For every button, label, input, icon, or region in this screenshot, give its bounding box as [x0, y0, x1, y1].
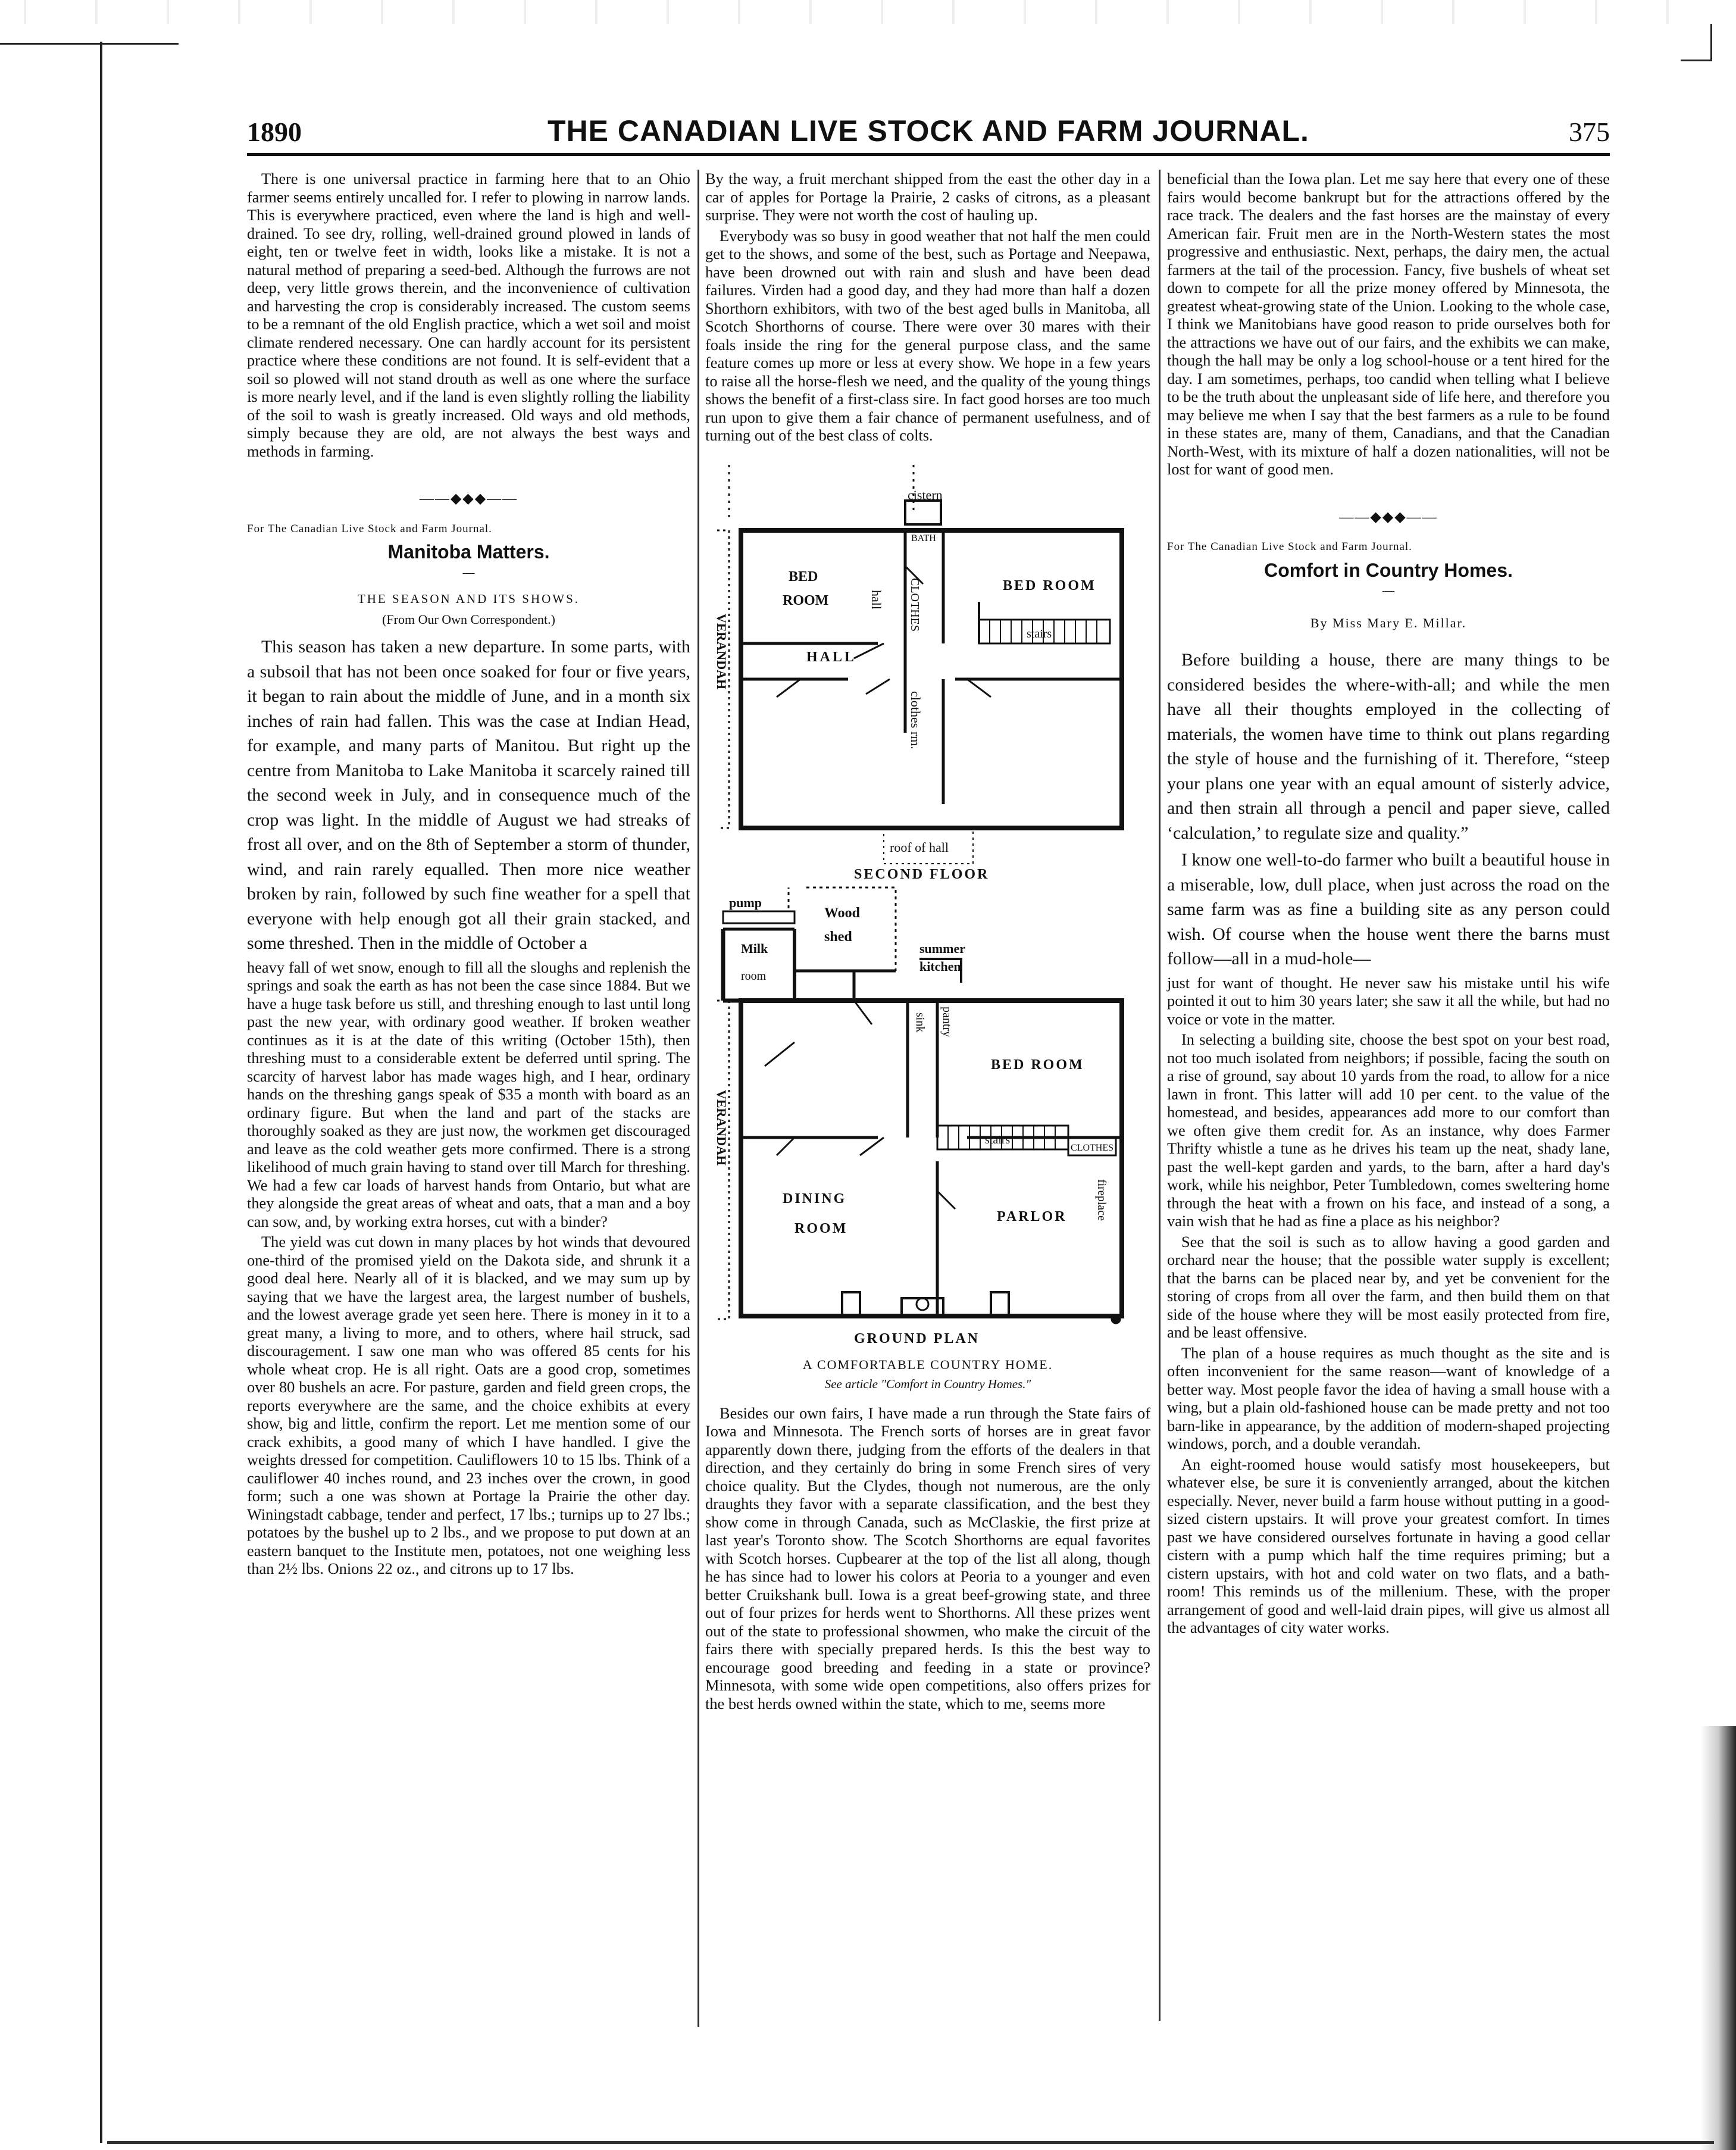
- plan-label: CLOTHES: [908, 577, 921, 632]
- plan-label: GROUND PLAN: [854, 1330, 980, 1346]
- plan-label: clothes rm.: [908, 690, 923, 749]
- paragraph: The yield was cut down in many places by hot winds that devoured one-third of the promised yield on the Dakota side, and shrunk it a good deal here. Nearly all of it is blacked, and we may sum up by saying that we have the largest area, the largest number of bushels, and the lowest average grade yet seen here. There is money in it to a great many, a living to more, and to others, where hail struck, sad discouragement. I saw one man who was offered 85 cents for his whole wheat crop. He is all right. Oats are a good crop, sometimes over 80 bushels an acre. For pasture, garden and field green crops, the reports everywhere are the same, and the choice exhibits at every show, big and little, confirm the report. Let me mention some of our crack exhibits, a good many of which I have handled. I give the weights dressed for competition. Cauliflowers 10 to 15 lbs. Think of a cauliflower 40 inches round, and 23 inches over the crown, in good form; such a one was shown at Portage la Prairie the other day. Winingstadt cabbage, tender and perfect, 17 lbs.; turnips up to 27 lbs.; potatoes by the bushel up to 2 lbs., and we propose to put down at an eastern banquet to the Institute men, potatoes, not one weighing less than 2½ lbs. Onions 22 oz., and citrons up to 17 lbs.: [247, 1233, 690, 1577]
- paragraph: There is one universal practice in farming here that to an Ohio farmer seems entirely uncalled for. I refer to plowing in narrow lands. This is everywhere practiced, even where the land is high and well-drained. To see dry, rolling, well-drained ground plowed in lands of eight, ten or twelve feet in width, looks like a mistake. It is not a natural method of preparing a seed-bed. Although the furrows are not deep, very little grows therein, and the inconvenience of cultivation and harvesting the crop is considerably increased. The custom seems to be a remnant of the old English practice, which a wet soil and moist climate rendered necessary. One can hardly account for its persistent practice where these conditions are not found. It is self-evident that a soil so plowed will not stand drouth as well as one where the surface is more nearly level, and if the land is even slightly rolling the liability of the soil to wash is greatly increased. Old ways and old methods, simply because they are old, are not always the best ways and methods in farming.: [247, 170, 690, 460]
- floor-plan-drawing: [705, 447, 1150, 1355]
- plan-label: CLOTHES: [1071, 1142, 1113, 1153]
- page-bottom-edge: [107, 2141, 1714, 2144]
- plan-label: sink: [914, 1012, 927, 1032]
- corner-mark: [1681, 24, 1712, 61]
- plan-label: PARLOR: [997, 1208, 1067, 1224]
- plan-label: ROOM: [795, 1220, 848, 1236]
- plan-label: ROOM: [783, 592, 829, 608]
- plan-label: room: [741, 969, 767, 983]
- article-title: Manitoba Matters.: [387, 541, 550, 562]
- paragraph: See that the soil is such as to allow having a good garden and orchard near the house; that the possible water supply is excellent; that the barns can be placed near by, and yet be convenient for the storing of crops from all over the farm, and then build them on that side of the house where they will be most easily protected from fire, and be least offensive.: [1167, 1232, 1610, 1341]
- plan-label: fireplace: [1095, 1179, 1108, 1221]
- page-number: 375: [1569, 117, 1610, 147]
- article-title: Comfort in Country Homes.: [1264, 559, 1513, 581]
- article-source-line: For The Canadian Live Stock and Farm Journal.: [247, 522, 492, 535]
- plan-label: stairs: [985, 1133, 1011, 1146]
- title-dash: —: [1382, 584, 1394, 597]
- column-rule: [697, 170, 699, 2027]
- figure-caption: A COMFORTABLE COUNTRY HOME.: [802, 1357, 1053, 1372]
- paragraph: beneficial than the Iowa plan. Let me say here that every one of these fairs would become bankrupt but for the attractions offered by the race track. The dealers and the fast horses are the mainstay of every American fair. Fruit men are in the North-Western states the most progressive and enthusiastic. Next, perhaps, the dairy men, the actual farmers at the tail of the procession. Fancy, five bushels of wheat set down to compete for all the prize money offered by Minnesota, the greatest wheat-growing state of the Union. Looking to the whole case, I think we Manitobians have good reason to pride ourselves both for the attractions we have out of our fairs, and the exhibits we can make, though the hall may be only a log school-house or a tent hired for the day. I am sometimes, perhaps, too candid when telling what I believe to be the truth about the unpleasant side of life here, and therefore you may believe me when I say that the best farmers as a rule to be found in these states are, many of them, Canadians, and that the Canadian North-West, with its mixture of half a dozen nationalities, will not be lost for want of good men.: [1167, 170, 1610, 478]
- plan-label: summer: [919, 940, 965, 956]
- paragraph: I know one well-to-do farmer who built a beautiful house in a miserable, low, dull place, when just across the road on the same farm was as fine a building site as any person could wish. Of course when the house went there the barns must follow—all in a mud-hole—: [1167, 850, 1610, 968]
- plan-label: pantry: [940, 1006, 953, 1037]
- paragraph: Besides our own fairs, I have made a run through the State fairs of Iowa and Minnesota. The French sorts of horses are in great favor apparently down there, judging from the efforts of the dealers in that direction, and they certainly do bring in some French sires of very choice quality. But the Clydes, though not numerous, are the only draughts they favor with a separate classification, and the best they show come in through Canada, such as McClaskie, the first prize at last year's Toronto show. The Scotch Shorthorns are equal favorites with Scotch horses. Cupbearer at the top of the list all along, though he has since had to lower his colors at Peoria to a younger and even better Cruikshank bull. Iowa is a great beef-growing state, and three out of four prizes for herds went to Shorthorns. All these prizes went out of the state to professional showmen, who make the circuit of the fairs there with specially prepared herds. Is this the best way to encourage good breeding and feeding in a state or province? Minnesota, with some wide open competitions, also offers prizes for the best herds owned within the state, which to me, seems more: [705, 1404, 1150, 1712]
- paragraph: This season has taken a new departure. In some parts, with a subsoil that has not been once soaked for four or five years, it began to rain about the middle of June, and in a month six inches of rain had fallen. This was the case at Indian Head, for example, and many parts of Manitou. But right up the centre from Manitoba to Lake Manitoba it scarcely rained till the second week in July, and in consequence much of the crop was light. In the middle of August we had streaks of frost all over, and on the 8th of September a storm of thunder, wind, and rain rarely equalled. Then more nice weather broken by rain, followed by such fine weather for a spell that everyone with help enough got all their grain stacked, and some threshed. Then in the middle of October a: [247, 637, 690, 953]
- paragraph: By the way, a fruit merchant shipped from the east the other day in a car of apples for Portage la Prairie, 2 casks of citrons, as a pleasant surprise. They were not worth the cost of hauling up.: [705, 170, 1150, 224]
- plan-label: BED: [789, 568, 818, 585]
- paragraph: The plan of a house requires as much thought as the site and is often inconvenient for the same reason—want of knowledge of a better way. Most people favor the idea of having a small house with a wing, but a plain old-fashioned house can be made pretty and not too barn-like in appearance, by the addition of modern-shaped projecting windows, porch, and a double verandah.: [1167, 1343, 1610, 1452]
- article-byline: By Miss Mary E. Millar.: [1310, 615, 1467, 630]
- paragraph: just for want of thought. He never saw his mistake until his wife pointed it out to him 30 years later; she saw it all the while, but had no voice or vote in the matter.: [1167, 973, 1610, 1028]
- article-source-line: For The Canadian Live Stock and Farm Journal.: [1167, 540, 1412, 553]
- figure-reference: See article "Comfort in Country Homes.": [824, 1377, 1031, 1391]
- plan-label: pump: [729, 895, 762, 910]
- paragraph: heavy fall of wet snow, enough to fill all the sloughs and replenish the springs and soak the earth as has not been the case since 1884. But we have a huge task before us still, and threshing enough to last until long past the new year, with ordinary good weather. If broken weather continues as it is at the date of this writing (October 15th), then threshing must to a considerable extent be deferred until spring. The scarcity of harvest labor has made wages high, and I hear, ordinary hands on the threshing gangs speak of $35 a month with board as an ordinary figure. But when the land and part of the stacks are thoroughly soaked as they are just now, the workmen get discouraged and leave as the cold weather gets more confirmed. There is a strong likelihood of much grain having to stand over till March for threshing. We had a few car loads of harvest hands from Ontario, but what are they alongside the great areas of wheat and oats, that a man and a boy can sow, and, by working extra horses, cut with a binder?: [247, 958, 690, 1230]
- column-2: [705, 170, 1150, 1715]
- page-top-edge: [0, 0, 1736, 24]
- correspondent-note: (From Our Own Correspondent.): [382, 611, 555, 627]
- plan-label: Wood: [824, 905, 861, 921]
- column-1: [247, 170, 690, 1580]
- house-floor-plan: [705, 447, 1150, 1355]
- plan-label: BED ROOM: [991, 1057, 1084, 1073]
- paragraph: Everybody was so busy in good weather that not half the men could get to the shows, and some of the best, such as Portage and Neepawa, have been drowned out with rain and slush and have been dead failures. Virden had a good day, and they had more than half a dozen Shorthorn exhibitors, with two of the best aged bulls in Manitoba, all Scotch Shorthorns of course. There were over 30 mares with their foals inside the ring for the general purpose class, and the same feature comes up more or less at every show. We hope in a few years to raise all the horse-flesh we need, and the quality of the young things shows the benefit of a first-class sire. In fact good horses are too much run upon to give them a fair chance of permanent usefulness, and of turning out of the best class of colts.: [705, 226, 1150, 444]
- page-spine-shadow: [1700, 1726, 1736, 2150]
- plan-label: Milk: [741, 940, 768, 956]
- plan-label: VERANDAH: [714, 1089, 729, 1165]
- plan-label: BED ROOM: [1003, 577, 1096, 593]
- plan-label: HALL: [806, 649, 857, 665]
- article-subheading: THE SEASON AND ITS SHOWS.: [357, 592, 580, 606]
- margin-tick: [0, 43, 179, 45]
- paragraph: An eight-roomed house would satisfy most housekeepers, but whatever else, be sure it is conveniently arranged, about the kitchen especially. Never, never build a farm house without putting in a good-sized cistern upstairs. It will prove your greatest comfort. In times past we have considered ourselves fortunate in having a good cellar cistern with a pump which half the time requires priming; but a cistern upstairs, with hot and cold water on two flats, and a bath-room! This reminds us of the millenium. These, with the proper arrangement of good and well-laid drain pipes, will give us almost all the advantages of city water works.: [1167, 1455, 1610, 1636]
- paragraph: Before building a house, there are many things to be considered besides the where-with-all; and while the men have all their thoughts employed in the collecting of materials, the women have time to think out plans regarding the style of house and the furnishing of it. Therefore, “steep your plans one year with an equal amount of sisterly advice, and then strain all through a pencil and paper sieve, called ‘calculation,’ to regulate size and quality.”: [1167, 650, 1610, 843]
- plan-label: SECOND FLOOR: [854, 866, 990, 882]
- section-separator: ——◆◆◆——: [419, 491, 518, 507]
- plan-label: hall: [869, 589, 884, 610]
- plan-label: shed: [824, 929, 852, 945]
- plan-label: BATH: [911, 533, 936, 543]
- plan-label: cistern: [908, 487, 943, 502]
- plan-label: stairs: [1027, 627, 1052, 640]
- paragraph: In selecting a building site, choose the best spot on your best road, not too much isolated from neighbors; if possible, facing the south on a rise of ground, say about 10 yards from the road, to allow for a nice lawn in front. This latter will add 10 per cent. to the value of the homestead, and besides, appearances add more to our comfort than we often give them credit for. As an instance, why does Farmer Thrifty whistle a tune as he drives his team up the neat, shady lane, past the well-kept garden and yards, to the barn, after a hard day's work, while his neighbor, Peter Tumbledown, comes sweltering home through the heat with a frown on his face, and instead of a song, a vain wish that he had as fine a place as his neighbor?: [1167, 1030, 1610, 1230]
- plan-label: DINING: [783, 1190, 847, 1207]
- binding-margin-line: [100, 42, 102, 2143]
- page-header: [247, 116, 1610, 156]
- column-rule: [1159, 170, 1161, 2021]
- header-year: 1890: [247, 117, 302, 147]
- title-dash: —: [462, 565, 475, 579]
- plan-label: roof of hall: [890, 839, 949, 855]
- journal-title: THE CANADIAN LIVE STOCK AND FARM JOURNAL.: [548, 114, 1309, 148]
- column-3: [1167, 170, 1610, 1639]
- plan-label: VERANDAH: [714, 613, 729, 689]
- section-separator: ——◆◆◆——: [1339, 509, 1438, 525]
- plan-label: kitchen: [919, 958, 961, 974]
